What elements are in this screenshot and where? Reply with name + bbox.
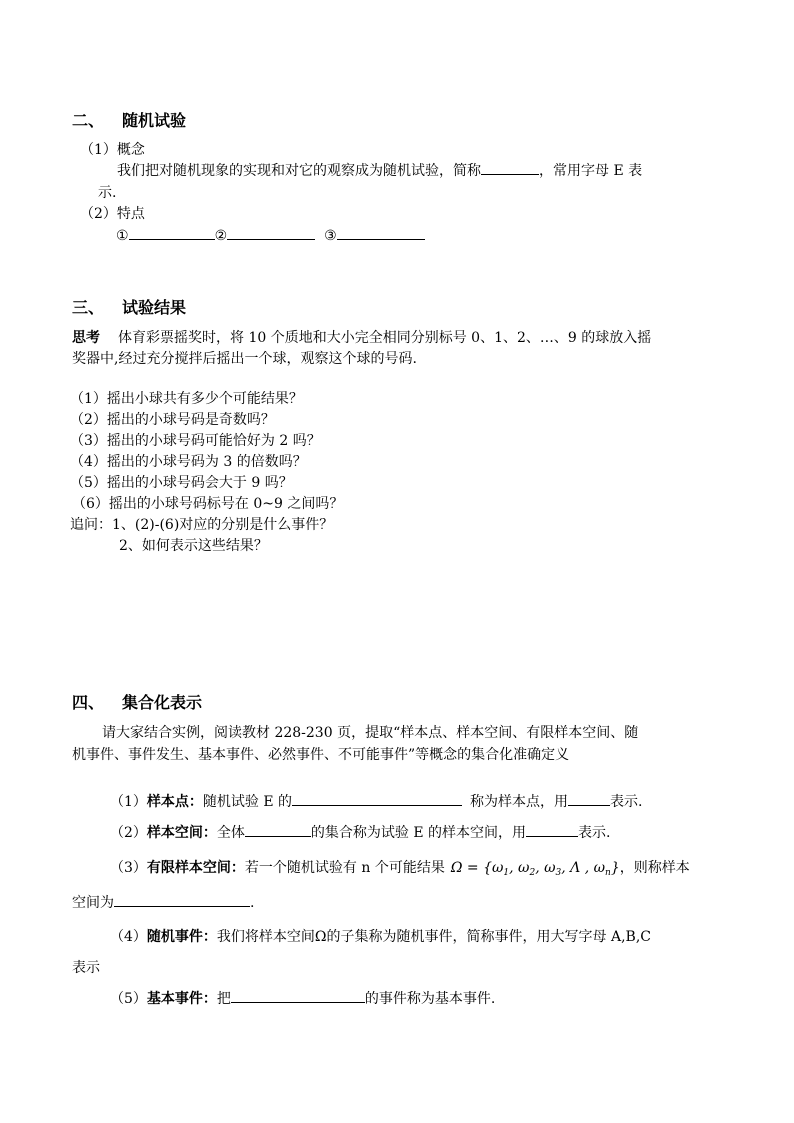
feature-1-mark: ① <box>116 228 129 244</box>
item-2-blank-1[interactable] <box>245 822 311 837</box>
question-6: （6）摇出的小球号码标号在 0~9 之间吗？ <box>72 496 344 512</box>
formula-close: } <box>610 860 620 876</box>
item-1-blank-1[interactable] <box>292 791 462 806</box>
section-3-heading <box>72 295 186 318</box>
formula-sep-1: , ω <box>509 860 530 876</box>
item-3-text: 若一个随机试验有 n 个可能结果 <box>244 860 445 876</box>
item-4-number: （4） <box>110 929 147 945</box>
item-2-number: （2） <box>110 825 147 841</box>
item-4-term: 随机事件： <box>146 929 217 945</box>
formula-sub-3: 3 <box>555 868 562 878</box>
section-2-title: 随机试验 <box>122 111 187 130</box>
question-5: （5）摇出的小球号码会大于 9 吗？ <box>70 475 293 491</box>
item-1-text-end: 表示. <box>610 794 643 810</box>
item-1-term: 样本点： <box>146 794 203 810</box>
section-3-number: 三、 <box>72 298 105 317</box>
item-3-number: （3） <box>110 860 147 876</box>
section-2-number: 二、 <box>72 111 105 130</box>
question-3: （3）摇出的小球号码可能恰好为 2 吗？ <box>70 433 321 449</box>
item-3-blank[interactable] <box>114 892 250 907</box>
item-2-text-mid: 的集合称为试验 E 的样本空间，用 <box>310 825 527 841</box>
item-1-blank-2[interactable] <box>568 791 610 806</box>
item-2 <box>110 822 611 842</box>
blank-short-name[interactable] <box>481 160 539 175</box>
item-3-term: 有限样本空间： <box>146 860 245 876</box>
feature-1-blank[interactable] <box>129 225 215 240</box>
item-3-line2 <box>72 892 254 912</box>
section-4-title: 集合化表示 <box>122 693 203 712</box>
section-3-title: 试验结果 <box>122 298 187 317</box>
section-2-heading <box>72 108 186 131</box>
think-line2: 奖器中,经过充分搅拌后摇出一个球，观察这个球的号码. <box>72 351 417 367</box>
sec2-concept-label: （1）概念 <box>80 142 145 158</box>
sample-space-formula <box>451 860 620 876</box>
item-1-text-mid: 称为样本点，用 <box>470 794 569 810</box>
item-4-text: 我们将样本空间Ω的子集称为随机事件，简称事件，用大写字母 A,B,C <box>216 929 651 945</box>
item-5-number: （5） <box>110 991 147 1007</box>
item-3-line2-end: . <box>250 895 255 911</box>
item-5-blank[interactable] <box>231 988 365 1003</box>
sec4-intro-line2: 机事件、事件发生、基本事件、必然事件、不可能事件”等概念的集合化准确定义 <box>72 747 570 763</box>
sec2-feature-label: （2）特点 <box>80 206 145 222</box>
item-4 <box>110 926 651 946</box>
question-4: （4）摇出的小球号码为 3 的倍数吗？ <box>70 454 307 470</box>
question-2: （2）摇出的小球号码是奇数吗？ <box>70 412 275 428</box>
item-5 <box>110 988 495 1008</box>
formula-sub-n: n <box>605 868 611 878</box>
item-2-blank-2[interactable] <box>526 822 578 837</box>
formula-sub-2: 2 <box>529 868 536 878</box>
formula-head: Ω = {ω <box>450 860 504 876</box>
think-line1 <box>72 327 651 347</box>
item-5-text: 把 <box>216 991 231 1007</box>
sec2-concept-text-end: ，常用字母 E 表 <box>539 163 643 179</box>
item-4-line2: 表示 <box>72 960 100 976</box>
think-text: 体育彩票摇奖时，将 10 个质地和大小完全相同分别标号 0、1、2、…、9 的球放入摇 <box>118 330 652 346</box>
item-2-text-end: 表示. <box>578 825 611 841</box>
item-2-term: 样本空间： <box>146 825 217 841</box>
followup-2: 2、如何表示这些结果？ <box>119 538 268 554</box>
followup-1: 追问：1、(2)-(6)对应的分别是什么事件？ <box>70 517 334 533</box>
item-3-line2-text: 空间为 <box>72 895 114 911</box>
section-4-number: 四、 <box>72 693 105 712</box>
sec2-concept-line1 <box>117 160 642 180</box>
item-5-term: 基本事件： <box>146 991 217 1007</box>
item-1 <box>110 791 643 811</box>
formula-sep-2: , ω <box>535 860 556 876</box>
sec2-concept-line2: 示. <box>98 185 117 201</box>
feature-3-mark: ③ <box>324 228 337 244</box>
section-4-heading <box>72 690 202 713</box>
formula-sub-1: 1 <box>503 868 510 878</box>
sec2-concept-text: 我们把对随机现象的实现和对它的观察成为随机试验，简称 <box>117 163 481 179</box>
formula-mid: , Λ , ω <box>561 860 606 876</box>
item-1-number: （1） <box>110 794 147 810</box>
item-5-text-end: 的事件称为基本事件. <box>364 991 496 1007</box>
think-label: 思考 <box>72 330 100 346</box>
item-2-text: 全体 <box>216 825 245 841</box>
sec2-features-line <box>116 225 425 244</box>
sec4-intro-line1: 请大家结合实例，阅读教材 228-230 页，提取“样本点、样本空间、有限样本空间、随 <box>102 725 639 741</box>
feature-2-blank[interactable] <box>227 225 315 240</box>
question-1: （1）摇出小球共有多少个可能结果？ <box>70 391 303 407</box>
feature-3-blank[interactable] <box>337 225 425 240</box>
item-3 <box>110 857 690 878</box>
item-1-text: 随机试验 E 的 <box>202 794 293 810</box>
item-3-text-end: ，则称样本 <box>619 860 690 876</box>
feature-2-mark: ② <box>214 228 228 244</box>
